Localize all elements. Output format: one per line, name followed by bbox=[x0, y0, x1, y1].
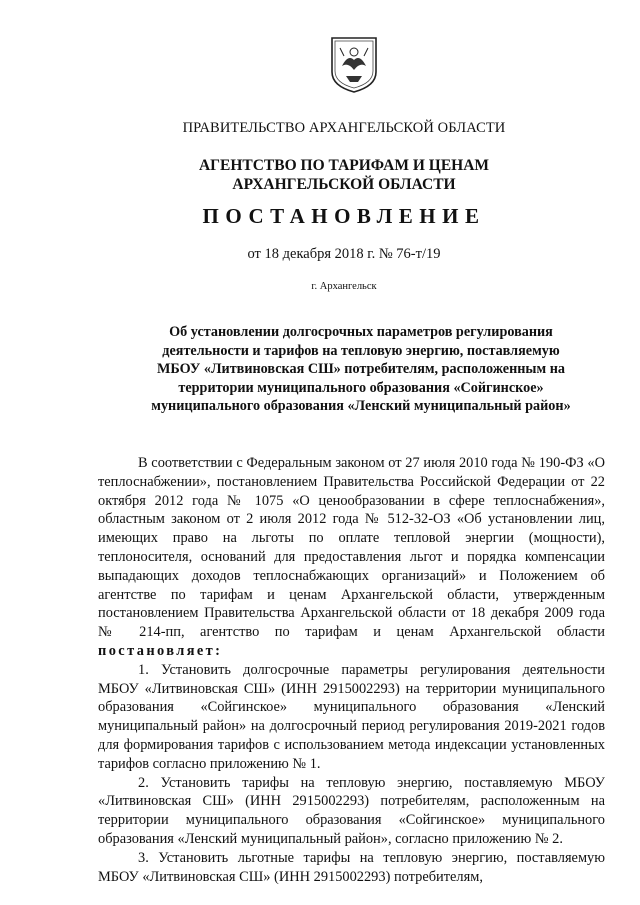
document-date-number: от 18 декабря 2018 г. № 76-т/19 bbox=[247, 246, 441, 262]
coat-of-arms-icon bbox=[330, 36, 378, 94]
heading-line: Об установлении долгосрочных параметров регулирования bbox=[169, 324, 553, 340]
agency-title-line: АРХАНГЕЛЬСКОЙ ОБЛАСТИ bbox=[232, 176, 456, 193]
document-heading bbox=[118, 323, 604, 416]
item-paragraph: 3. Установить льготные тарифы на тепловую энергию, поставляемую МБОУ «Литвиновская СШ» (ИНН 2915002293) потребителям, bbox=[98, 849, 605, 885]
heading-line: деятельности и тарифов на тепловую энергию, поставляемую bbox=[162, 342, 560, 359]
heading-line: территории муниципального образования «Сойгинское» bbox=[178, 379, 544, 396]
document-body bbox=[98, 454, 605, 886]
government-title: ПРАВИТЕЛЬСТВО АРХАНГЕЛЬСКОЙ ОБЛАСТИ bbox=[182, 120, 506, 136]
item-paragraph: 1. Установить долгосрочные параметры регулирования деятельности МБОУ «Литвиновская СШ» (ИНН 2915002293) на территории муниципального образования «Сойгинское» муниципального образования «Ленский муниципальный район» на долгосрочный период регулирования 2019-2021 годов для формирования тарифов с использованием метода индексации установленных тарифов согласно приложению № 1. bbox=[98, 661, 605, 772]
preamble-text: В соответствии с Федеральным законом от 27 июля 2010 года № 190-ФЗ «О теплоснабжении», постановлением Правительства Российской Федерации от 22 октября 2012 года № 1075 «О ценообразовании в сфере теплоснабжения», областным законом от 2 июля 2012 года № 512-32-ОЗ «Об установлении лиц, имеющих право на льготы по оплате тепловой энергии (мощности), теплоносителя, оснований для предоставления льгот и порядка компенсации выпадающих доходов теплоснабжающих организаций» и Положением об агентстве по тарифам и ценам Архангельской области, утвержденным постановлением Правительства Архангельской области от 18 декабря 2009 года № 214-пп, агентство по тарифам и ценам Архангельской области bbox=[98, 455, 605, 641]
preamble-paragraph bbox=[98, 454, 605, 661]
item-paragraph: 2. Установить тарифы на тепловую энергию, поставляемую МБОУ «Литвиновская СШ» (ИНН 2915002293) потребителям, расположенным на территории муниципального образования «Сойгинское» муниципального образования «Ленский муниципальный район», согласно приложению № 2. bbox=[98, 774, 605, 847]
document-type: ПОСТАНОВЛЕНИЕ bbox=[202, 204, 486, 228]
agency-title bbox=[0, 156, 640, 194]
heading-line: муниципального образования «Ленский муниципальный район» bbox=[151, 398, 571, 414]
resolves-keyword: постановляет: bbox=[98, 642, 223, 659]
document-city: г. Архангельск bbox=[311, 281, 377, 292]
agency-title-line: АГЕНТСТВО ПО ТАРИФАМ И ЦЕНАМ bbox=[198, 157, 490, 174]
heading-line: МБОУ «Литвиновская СШ» потребителям, расположенным на bbox=[156, 361, 565, 377]
